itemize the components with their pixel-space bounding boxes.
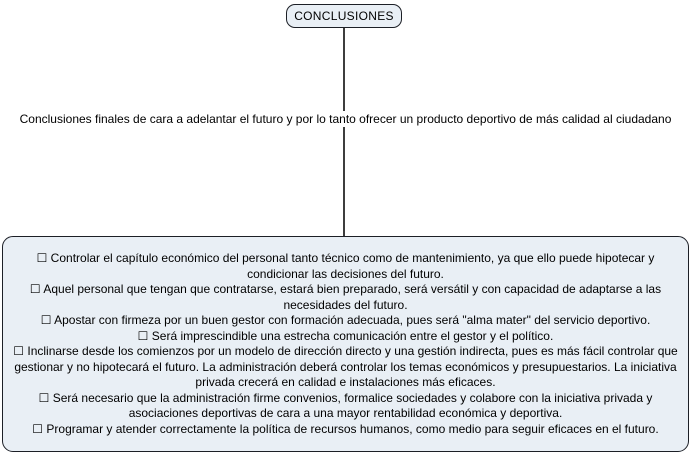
conclusion-item: ☐ Apostar con firmeza por un buen gestor con formación adecuada, pues será "alma mater" del servicio deportivo. — [40, 313, 651, 327]
conclusion-item: ☐ Será necesario que la administración firme convenios, formalice sociedades y colabore con la iniciativa privada y asociaciones deportivas de cara a una mayor rentabilidad económica y deportiva. — [38, 390, 653, 420]
root-node-conclusiones[interactable] — [286, 4, 402, 28]
connector-line — [343, 27, 345, 237]
conclusion-item: ☐ Inclinarse desde los comienzos por un modelo de dirección directo y una gestión indirecta, pues es más fácil controlar que gestionar y no hipotecará el futuro. La administración deberá controlar los temas económicos y presupuestarios. La iniciativa privada crecerá en calidad e instalaciones más eficaces. — [13, 344, 678, 389]
conclusion-item: ☐ Controlar el capítulo económico del personal tanto técnico como de mantenimiento, ya que ello puede hipotecar y condicionar las decisiones del futuro. — [36, 251, 655, 281]
root-node-label: CONCLUSIONES — [294, 9, 394, 23]
conclusion-item: ☐ Será imprescindible una estrecha comunicación entre el gestor y el político. — [137, 328, 554, 343]
conclusion-item: ☐ Programar y atender correctamente la política de recursos humanos, como medio para seguir eficaces en el futuro. — [32, 421, 659, 436]
conclusions-node[interactable] — [2, 236, 689, 452]
branch-description: Conclusiones finales de cara a adelantar el futuro y por lo tanto ofrecer un producto deportivo de más calidad al ciudadano — [15, 111, 676, 127]
conclusion-item: ☐ Aquel personal que tengan que contratarse, estará bien preparado, será versátil y con capacidad de adaptarse a las necesidades del futuro. — [29, 282, 662, 312]
